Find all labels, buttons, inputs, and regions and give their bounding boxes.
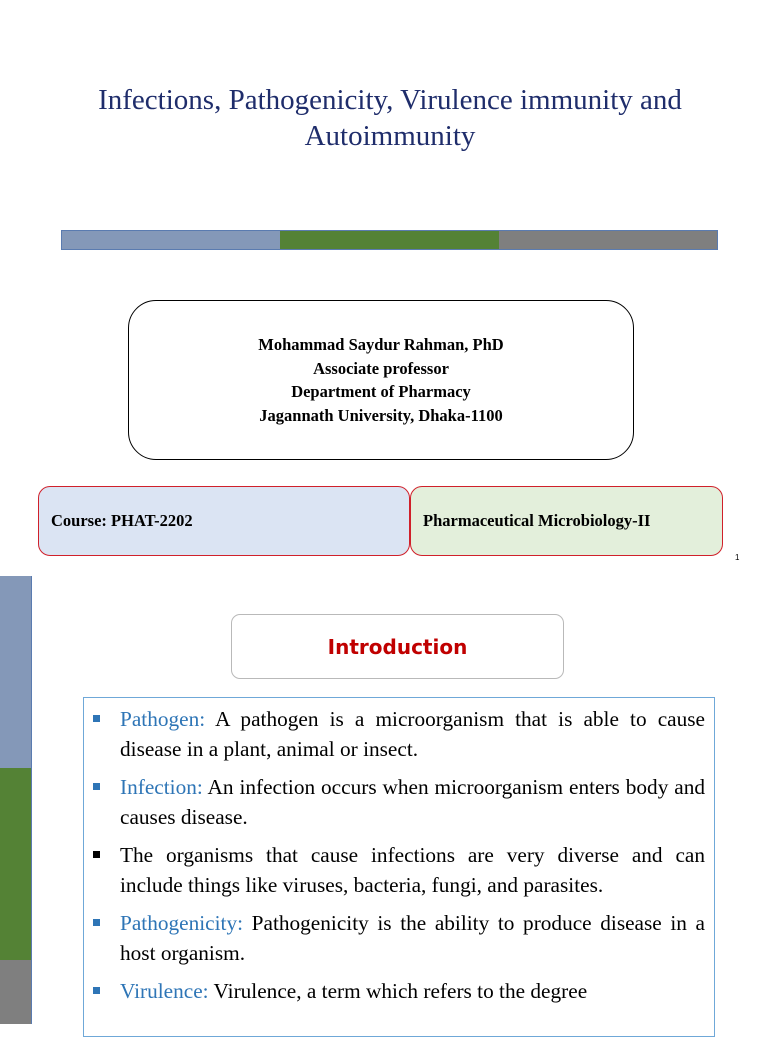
side-color-strip — [0, 576, 32, 1024]
page-number: 1 — [735, 553, 740, 562]
list-item — [120, 840, 705, 900]
term-definition: An infection occurs when microorganism enters body and causes disease. — [120, 775, 705, 829]
introduction-heading: Introduction — [327, 634, 468, 659]
author-department: Department of Pharmacy — [291, 382, 471, 401]
side-strip-segment — [0, 576, 32, 768]
square-bullet-icon — [93, 987, 100, 994]
course-name: Pharmaceutical Microbiology-II — [423, 511, 651, 530]
square-bullet-icon — [93, 851, 100, 858]
list-item — [120, 908, 705, 968]
list-item — [120, 976, 705, 1006]
color-bar-segment — [280, 231, 498, 249]
course-code-box — [38, 486, 410, 556]
term-label: Pathogen: — [120, 707, 206, 731]
author-name: Mohammad Saydur Rahman, PhD — [258, 335, 504, 354]
square-bullet-icon — [93, 783, 100, 790]
slide-title — [20, 82, 760, 154]
side-strip-segment — [0, 768, 32, 960]
author-university: Jagannath University, Dhaka-1100 — [259, 405, 503, 425]
list-item — [120, 772, 705, 832]
author-info-box — [128, 300, 634, 460]
slide-title-line-2: Autoimmunity — [304, 120, 476, 152]
introduction-heading-box — [231, 614, 564, 679]
slide-title-line-1: Infections, Pathogenicity, Virulence immunity and — [98, 84, 682, 116]
color-bar-segment — [62, 231, 280, 249]
author-position: Associate professor — [313, 358, 449, 378]
definitions-box — [83, 697, 715, 1037]
side-strip-segment — [0, 960, 32, 1024]
decorative-color-bar — [61, 230, 718, 250]
square-bullet-icon — [93, 919, 100, 926]
term-label: Pathogenicity: — [120, 911, 244, 935]
term-definition: Pathogenicity is the ability to produce disease in a host organism. — [120, 911, 705, 965]
term-label: Infection: — [120, 775, 203, 799]
course-name-box — [410, 486, 723, 556]
term-label: Virulence: — [120, 979, 209, 1003]
square-bullet-icon — [93, 715, 100, 722]
course-code: Course: PHAT-2202 — [51, 511, 193, 530]
color-bar-segment — [499, 231, 717, 249]
term-definition: The organisms that cause infections are very diverse and can include things like viruses, bacteria, fungi, and parasites. — [120, 843, 705, 897]
definitions-list — [84, 698, 714, 1006]
list-item — [120, 704, 705, 764]
term-definition: Virulence, a term which refers to the degree — [208, 979, 588, 1003]
term-definition: A pathogen is a microorganism that is able to cause disease in a plant, animal or insect. — [120, 707, 705, 761]
